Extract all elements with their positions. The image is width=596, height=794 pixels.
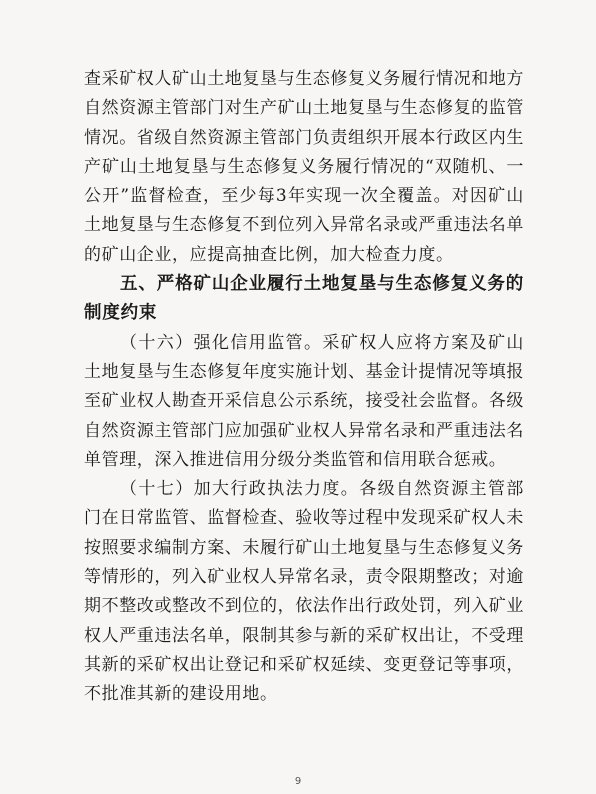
section-heading-5: 五、严格矿山企业履行土地复垦与生态修复义务的制度约束: [84, 274, 524, 324]
page-number: 9: [294, 776, 302, 787]
paragraph-item-17: （十七）加大行政执法力度。各级自然资源主管部门在日常监管、监督检查、验收等过程中发现采矿权人未按照要求编制方案、未履行矿山土地复垦与生态修复义务等情形的，列入矿业权人异常名录，责令限期整改；对逾期不整改或整改不到位的，依法作出行政处罚，列入矿业权人严重违法名单，限制其参与新的采矿权出让，不受理其新的采矿权出让登记和采矿权延续、变更登记等事项，不批准其新的建设用地。: [84, 479, 524, 705]
paragraph-continuation: 查采矿权人矿山土地复垦与生态修复义务履行情况和地方自然资源主管部门对生产矿山土地复垦与生态修复的监管情况。省级自然资源主管部门负责组织开展本行政区内生产矿山土地复垦与生态修复义务履行情况的“双随机、一公开”监督检查，至少每3年实现一次全覆盖。对因矿山土地复垦与生态修复不到位列入异常名录或严重违法名单的矿山企业，应提高抽查比例，加大检查力度。: [84, 69, 524, 265]
paragraph-item-16: （十六）强化信用监管。采矿权人应将方案及矿山土地复垦与生态修复年度实施计划、基金计提情况等填报至矿业权人勘查开采信息公示系统，接受社会监督。各级自然资源主管部门应加强矿业权人异常名录和严重违法名单管理，深入推进信用分级分类监管和信用联合惩戒。: [84, 332, 524, 470]
document-body: [84, 65, 524, 710]
